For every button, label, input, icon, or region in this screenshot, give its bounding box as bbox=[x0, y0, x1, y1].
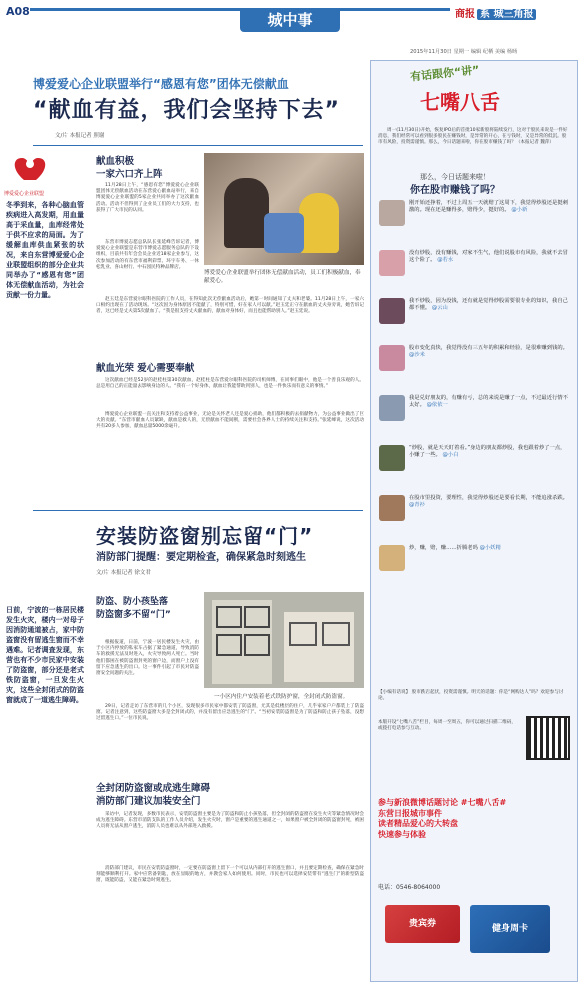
blood-donation-photo bbox=[204, 153, 364, 265]
avatar bbox=[379, 395, 405, 421]
logo-label: 博爱爱心企业联盟 bbox=[4, 191, 45, 197]
avatar bbox=[379, 200, 405, 226]
lead-photo-caption: 博爱爱心企业联盟举行团体无偿献血活动，员工们积极献血，奉献爱心。 bbox=[204, 270, 361, 284]
publisher-series: 系 城三角报 bbox=[477, 9, 536, 20]
section-title: 城中事 bbox=[240, 8, 340, 32]
column-title: 七嘴八舌 bbox=[420, 90, 500, 114]
second-intro: 日前，宁波的一栋居民楼发生火灾，楼内一对母子因消防通道被占，家中防盗窗没有留逃生窗而不幸遇难。记者调查发现，东营也有不少市民家中安装了防盗窗，部分还是老式铁防盗窗，一旦发生火灾，这些全封闭式的防盗窗就成了一道逃生障碍。 bbox=[6, 606, 84, 704]
dateline: 2015年11月30日 星期一 编辑 纪栖 美编 杨旸 bbox=[410, 49, 518, 55]
promo-text: 参与新浪微博话题讨论 #七嘴八舌# 东营日报城市事件 读者精品爱心的大转盘 快速参与体验 bbox=[378, 798, 507, 839]
page-number: A08 bbox=[6, 5, 30, 18]
column-intro: 周一(11月30日)开始，恢复IPO后的首批10家新股将陆续发行，这对于股民来说是一件好消息，我们经常可以看到很多股民在赚钱时，是异常的开心，在亏钱时，又是异常的低沉。股市有风险，投资需谨慎。那么，今日话题来啦，你在股市赚钱了吗？（本报记者 魏萍） bbox=[378, 128, 568, 146]
comment-text: 炒，赚，赔，赚……折腾老吗 bbox=[409, 545, 478, 551]
publisher-logo bbox=[455, 5, 536, 20]
second-deck: 消防部门提醒：要定期检查，确保紧急时刻逃生 bbox=[96, 552, 306, 563]
lead-subhead-2: 献血光荣 爱心需要奉献 bbox=[96, 363, 195, 374]
second-paragraph-3: 采访中，记者发现，多数市民表示，安装防盗窗主要是为了防盗和防止小孩坠落，但全封闭的防盗窗在发生火灾等紧急情况时会成为逃生障碍。东营市消防支队的工作人员介绍，发生火灾时，窗户是重要的逃生通道之一，如果窗户被全封闭的防盗窗封死，被困人员将无法从窗户逃生，消防人员也难以从外部进入救援。 bbox=[96, 812, 364, 830]
comment-text: “炒股，就是天天盯着看。”身边的朋友都炒股，我也跟着炒了一点，小赚了一些。 bbox=[409, 445, 566, 459]
lead-headline: “献血有益，我们会坚持下去” bbox=[33, 98, 340, 123]
second-paragraph-1: 根据报道，日前，宁波一居民楼发生火灾，由于小区内停放的私家车占据了紧急通道，导致消防车的救援无法及时进入，火灾导致两人死亡。当时他们都困在被防盗窗封死的窗户边，而窗户上没有留下应急逃生的出口。这一事件引起了市民对防盗窗安全问题的关注。 bbox=[96, 640, 199, 677]
lead-paragraph-5: 博爱爱心企业联盟一直关注和支持着公益事业，无论是关怀老人还是爱心捐助，他们都积极的去捐献物力，为公益事业做出了巨大的贡献。“东营市献血人员紧缺，献血是救人的，无偿献血不能间断，需要社会各界人士的持续关注和支持。”张延峰说，这次活动共有20多人参加，献血总量5000余毫升。 bbox=[96, 412, 364, 430]
comment-text: 股市变化真快，我觉得没有三五年的积累和经验，是很难赚到钱的。 bbox=[409, 345, 568, 351]
comment-text: 我不炒股，因为没钱，还有就是觉得炒股需要很专业的知识，我自己都不懂。 bbox=[409, 298, 568, 312]
comment-handle: @小白 bbox=[442, 452, 459, 459]
second-headline: 安装防盗窗别忘留“门” bbox=[96, 524, 314, 548]
column-subtitle: 有话跟你“讲” bbox=[409, 63, 481, 84]
lead-kicker: 博爱爱心企业联盟举行“感恩有您”团体无偿献血 bbox=[33, 77, 289, 91]
voucher-card: 贵宾券 bbox=[385, 905, 460, 943]
heart-drop-icon bbox=[4, 150, 84, 186]
question: 你在股市赚钱了吗？ bbox=[410, 185, 500, 196]
comment-handle: @依依一 bbox=[426, 402, 448, 409]
avatar bbox=[379, 298, 405, 324]
lead-intro: 冬季到来，各种心脑血管疾病进入高发期，用血量高于采血量，血库经常处于供不应求的局面。为了缓解血库供血紧张的状况，来自东营博爱爱心企业联盟组织的部分企业共同举办了“感恩有您”团体无偿献血活动，为社会贡献一份力量。 bbox=[6, 201, 84, 299]
fitness-card: 健身周卡 bbox=[470, 905, 550, 953]
comment-handle: @小新 bbox=[511, 207, 528, 214]
comment-text: 我是兑好朋友的，有赚有亏，总的来说是赚了一点，不过最近行情不太好。 bbox=[409, 395, 568, 409]
avatar bbox=[379, 250, 405, 276]
second-paragraph-4: 消防部门建议，市民在安装防盗窗时，一定要在防盗窗上留下一个可以从内部打开的逃生窗口，并且要定期检查，确保在紧急时刻能够顺利打开。家中应常备钥匙，放在显眼的地方，并教会家人如何使用。同时，市民也可以选择安装带有“逃生门”的新型防盗窗，既能防盗，又能在紧急时刻逃生。 bbox=[96, 866, 364, 884]
contact-info: 本版开设“七嘴八舌”栏目，每周一至周五，你可以通过扫描二维码，或拨打电话参与互动。 bbox=[378, 720, 516, 732]
avatar bbox=[379, 495, 405, 521]
section-rule-left bbox=[30, 8, 240, 11]
lead-byline: 文/片 本报记者 照谢 bbox=[55, 133, 105, 139]
second-subhead-1: 防盗、防小孩坠落 防盗窗多不留“门” bbox=[96, 597, 171, 620]
building-photo bbox=[204, 592, 364, 688]
lead-paragraph-1: 11月28日上午，“感恩有您”博爱爱心企业联盟团体无偿献血活动在东营爱心献血站举行，来自博爱爱心企业联盟的5家企业共同举办了这次献血活动。活动不但得到了企业员工们的大力支持，也获得了广大市民的认同。 bbox=[96, 183, 199, 213]
avatar bbox=[379, 445, 405, 471]
lead-paragraph-3: 赵玉廷是东营爱尔眼科医院的工作人员，在得知此次无偿献血活动后，她第一时间通知了丈夫和老婆。11月28日上午，一家六口相约出现在了活动现场。“这次因为身体原因不能献了，特别可惜，好在家人可以献。”赵玉廷正守在献血的丈夫身旁说，她告诉记者，这已经是丈夫第5次献血了。“我是很支持丈夫献血的，献血对身体好，而且也能帮助别人。”赵玉廷说。 bbox=[96, 297, 364, 315]
comment-text: 没有炒股，没有赚钱，对家不生气，他们说股市有风险，我就不去冒这个险了。 bbox=[409, 250, 568, 264]
editor-note: 【小编有话说】 股市跌宕起伏，投资需谨慎。明天的话题：你是“网购达人”吗？欢迎参与讨论。 bbox=[378, 690, 564, 702]
promo-phone: 电话：0546-8064000 bbox=[378, 884, 441, 891]
second-byline: 文/片 本报记者 徐文君 bbox=[96, 570, 151, 576]
comment-text: 在股市里投资，要理性，我觉得炒股还是要看长期，不能追涨杀跌。 bbox=[409, 495, 568, 501]
divider bbox=[33, 145, 363, 146]
second-photo-caption: 一小区内住户安装着老式铁防护窗，全封闭式防盗窗。 bbox=[214, 694, 349, 700]
charity-logo bbox=[4, 150, 84, 200]
comment-handle: @小妖精 bbox=[479, 545, 501, 551]
question-lead: 那么，今日话题来啦！ bbox=[420, 173, 490, 181]
avatar bbox=[379, 345, 405, 371]
lead-paragraph-2: 东营市博爱志愿总队队长张延峰告诉记者，博爱爱心企业联盟是东营市博爱志愿服务总队的下设组织，目前共有年会会员企业近18家企业参与，这次参加活动的有东营市福利彩票、环宇车务、一休松乳业、喜山财行、中石园民特种品牌店。 bbox=[96, 240, 199, 270]
second-subhead-2: 全封闭防盗窗或成逃生障碍 消防部门建议加装安全门 bbox=[96, 783, 211, 807]
comment-handle: @若水 bbox=[437, 257, 454, 264]
qr-code bbox=[526, 716, 570, 760]
lead-subhead-1: 献血积极 一家六口齐上阵 bbox=[96, 156, 163, 180]
comment-handle: @云山 bbox=[431, 305, 448, 312]
section-rule-right bbox=[340, 8, 450, 11]
opinion-column bbox=[370, 60, 578, 982]
divider bbox=[33, 510, 363, 511]
publisher-name: 商报 bbox=[455, 9, 475, 20]
second-paragraph-2: 29日，记者走访了东营市的几个小区，发现很多市民家中都安装了防盗窗，尤其是低楼层的住户，几乎家家户户都装上了防盗窗。记者注意到，这些防盗窗大多是全封闭式的，并没有留出应急逃生的“门”。“当初安装防盗窗是为了防盗和防止孩子坠落，没想过留逃生口。”一位市民说。 bbox=[96, 704, 364, 722]
comment-handle: @沙米 bbox=[409, 352, 425, 359]
lead-paragraph-4: 这次献血已经是52岁的赵桂柱第30次献血，赵桂柱是东营爱尔眼科医院的司机师傅，在同事们眼中，他是一个善良乐观的人。总是用自己的正能量去影响身边的人。“我有一个好身体，献血让我能帮助到别人，也是一件快乐而有意义的事情。” bbox=[96, 378, 364, 390]
comment-text: 刚开始还挣着，不过上周五一天就赔了这周下，我觉得炒股还是挺刺激的。现在还是赚得多，赔得少，挺好的。 bbox=[409, 200, 568, 214]
avatar bbox=[379, 545, 405, 571]
comment-handle: @青衫 bbox=[409, 502, 425, 509]
